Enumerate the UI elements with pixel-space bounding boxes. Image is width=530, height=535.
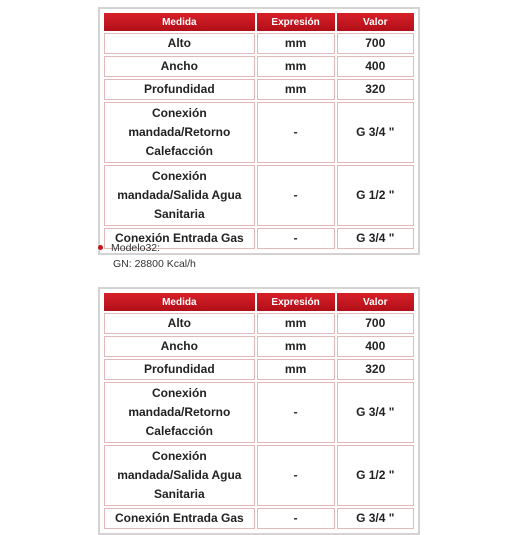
table-row (104, 508, 414, 529)
row-name-line: Sanitaria (153, 487, 205, 501)
row-name-line: Conexión (151, 169, 207, 183)
row-expression: mm (257, 56, 335, 77)
table-row (104, 33, 414, 54)
row-name-line: Conexión (151, 386, 207, 400)
row-expression: - (257, 382, 335, 443)
row-name: Ancho (104, 336, 255, 357)
table-row (104, 382, 414, 443)
row-name: Alto (104, 313, 255, 334)
row-expression: - (257, 228, 335, 249)
row-name-line: mandada/Salida Agua (117, 188, 242, 202)
col-header-expresion: Expresión (257, 293, 335, 311)
row-name (104, 382, 255, 443)
table-header-row (104, 293, 414, 311)
table-row (104, 445, 414, 506)
row-value: 700 (337, 33, 414, 54)
row-expression: - (257, 445, 335, 506)
row-value: 320 (337, 79, 414, 100)
col-header-medida: Medida (104, 13, 255, 31)
row-value: G 3/4 " (337, 102, 414, 163)
row-name (104, 165, 255, 226)
col-header-valor: Valor (337, 293, 414, 311)
col-header-valor: Valor (337, 13, 414, 31)
row-name-line: Sanitaria (153, 207, 205, 221)
model-note (98, 240, 196, 272)
row-value: 700 (337, 313, 414, 334)
row-expression: mm (257, 359, 335, 380)
bullet-icon (98, 245, 103, 250)
row-value: 400 (337, 336, 414, 357)
row-value: 400 (337, 56, 414, 77)
model-spec: GN: 28800 Kcal/h (113, 258, 196, 270)
row-expression: mm (257, 336, 335, 357)
row-expression: mm (257, 313, 335, 334)
row-name: Conexión Entrada Gas (104, 508, 255, 529)
model-note-line (98, 240, 196, 256)
row-value: G 3/4 " (337, 508, 414, 529)
row-expression: - (257, 102, 335, 163)
col-header-medida: Medida (104, 293, 255, 311)
row-value: G 3/4 " (337, 382, 414, 443)
spec-table-2 (98, 287, 420, 535)
row-expression: - (257, 508, 335, 529)
row-value: G 3/4 " (337, 228, 414, 249)
row-name-line: Conexión (151, 106, 207, 120)
table-row (104, 336, 414, 357)
row-name-line: mandada/Retorno (128, 405, 231, 419)
row-name: Conexión Entrada Gas (104, 228, 255, 249)
table-row (104, 102, 414, 163)
row-name-line: mandada/Salida Agua (117, 468, 242, 482)
row-expression: - (257, 165, 335, 226)
row-name-line: Conexión (151, 449, 207, 463)
row-name: Profundidad (104, 79, 255, 100)
row-name: Ancho (104, 56, 255, 77)
row-name-line: Calefacción (145, 424, 213, 438)
table-row (104, 359, 414, 380)
model-label: Modelo32: (111, 242, 161, 254)
row-expression: mm (257, 79, 335, 100)
table-row (104, 165, 414, 226)
table-row (104, 56, 414, 77)
table-row (104, 79, 414, 100)
col-header-expresion: Expresión (257, 13, 335, 31)
row-value: 320 (337, 359, 414, 380)
row-name (104, 445, 255, 506)
row-name-line: mandada/Retorno (128, 125, 231, 139)
spec-table-1 (98, 7, 420, 255)
row-name (104, 102, 255, 163)
table-header-row (104, 13, 414, 31)
row-name: Profundidad (104, 359, 255, 380)
row-expression: mm (257, 33, 335, 54)
row-name: Alto (104, 33, 255, 54)
row-value: G 1/2 " (337, 445, 414, 506)
row-name-line: Calefacción (145, 144, 213, 158)
table-row (104, 313, 414, 334)
row-value: G 1/2 " (337, 165, 414, 226)
